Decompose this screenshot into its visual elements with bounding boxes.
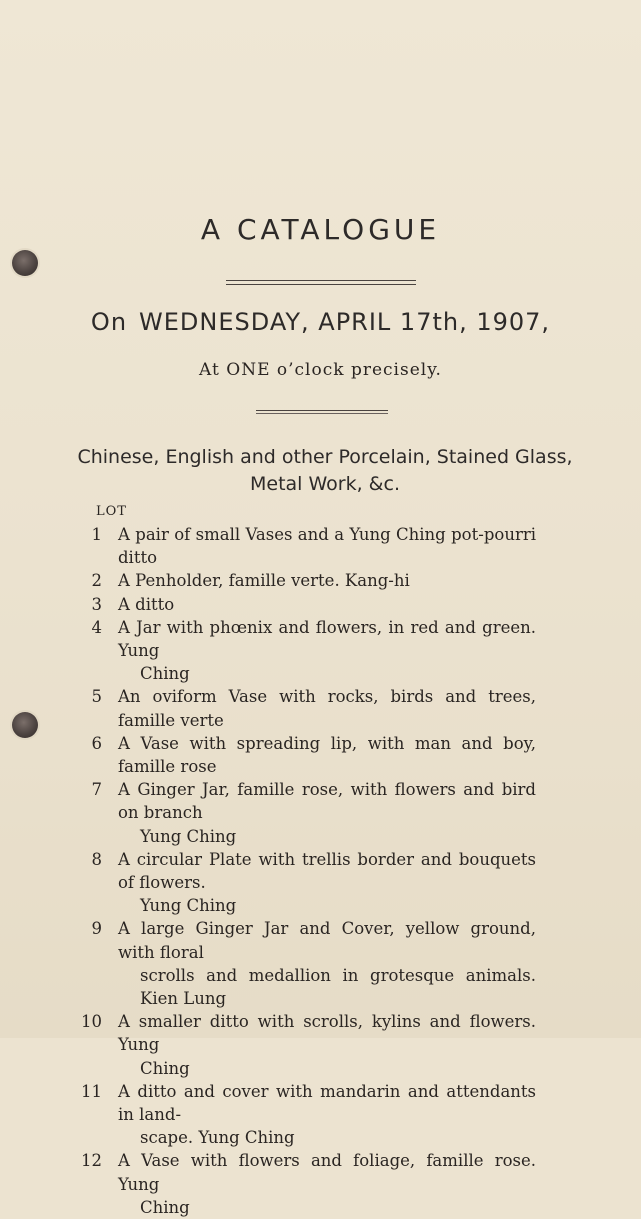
- date-prefix: On: [90, 308, 128, 336]
- lot-number: 5: [91, 687, 102, 707]
- lot-column-header: LOT: [96, 504, 127, 519]
- lot-description: A circular Plate with trellis border and bouquets of flowers. Yung Ching: [118, 849, 536, 916]
- lot-description: A Penholder, famille verte. Kang-hi: [118, 571, 410, 591]
- sale-date: [0, 308, 641, 336]
- lot-number: 2: [91, 571, 102, 591]
- page-title: A CATALOGUE: [200, 213, 441, 246]
- title-divider: [226, 280, 416, 285]
- sale-time: At ONE o’clock precisely.: [199, 360, 442, 380]
- list-item: [0, 593, 641, 616]
- lot-number: 11: [81, 1081, 102, 1101]
- lot-description: An oviform Vase with rocks, birds and trees, famille verte: [118, 687, 536, 730]
- list-item: [0, 1149, 641, 1219]
- lot-number: 4: [91, 617, 102, 637]
- date-text: WEDNESDAY, APRIL 17th, 1907,: [139, 308, 551, 336]
- lot-list: [0, 523, 641, 1219]
- lot-description: A smaller ditto with scrolls, kylins and flowers. Yung Ching: [118, 1012, 536, 1078]
- lot-description: A large Ginger Jar and Cover, yellow ground, with floral scrolls and medallion in grotesque animals. Kien Lung: [118, 919, 536, 1009]
- lot-description: A Ginger Jar, famille rose, with flowers and bird on branch Yung Ching: [118, 780, 536, 846]
- list-item: [0, 1010, 641, 1080]
- binding-hole-icon: [12, 250, 38, 276]
- lot-number: 7: [91, 780, 102, 800]
- lot-description: A Jar with phœnix and flowers, in red and green. Yung Ching: [118, 617, 536, 684]
- lot-number: 8: [91, 849, 102, 869]
- list-item: [0, 732, 641, 778]
- list-item: [0, 917, 641, 1010]
- lot-description: A ditto: [118, 594, 175, 614]
- lot-number: 1: [91, 525, 102, 544]
- list-item: [0, 778, 641, 848]
- lot-number: 9: [91, 919, 102, 939]
- list-item: [0, 616, 641, 686]
- section-heading: Chinese, English and other Porcelain, Stained Glass, Metal Work, &c.: [77, 446, 573, 495]
- lot-number: 3: [91, 594, 102, 614]
- lot-description: A Vase with flowers and foliage, famille rose. Yung Ching: [118, 1151, 536, 1217]
- list-item: [0, 685, 641, 731]
- list-item: [0, 523, 641, 569]
- list-item: [0, 569, 641, 592]
- lot-description: A pair of small Vases and a Yung Ching pot-pourri ditto: [118, 525, 536, 568]
- lot-description: A Vase with spreading lip, with man and boy, famille rose: [118, 733, 536, 777]
- lot-number: 6: [91, 733, 102, 753]
- lot-description: A ditto and cover with mandarin and attendants in land- scape. Yung Ching: [118, 1081, 536, 1148]
- lot-number: 12: [81, 1151, 102, 1171]
- list-item: [0, 1080, 641, 1150]
- lot-number: 10: [81, 1012, 102, 1032]
- time-divider: [256, 410, 388, 414]
- list-item: [0, 848, 641, 918]
